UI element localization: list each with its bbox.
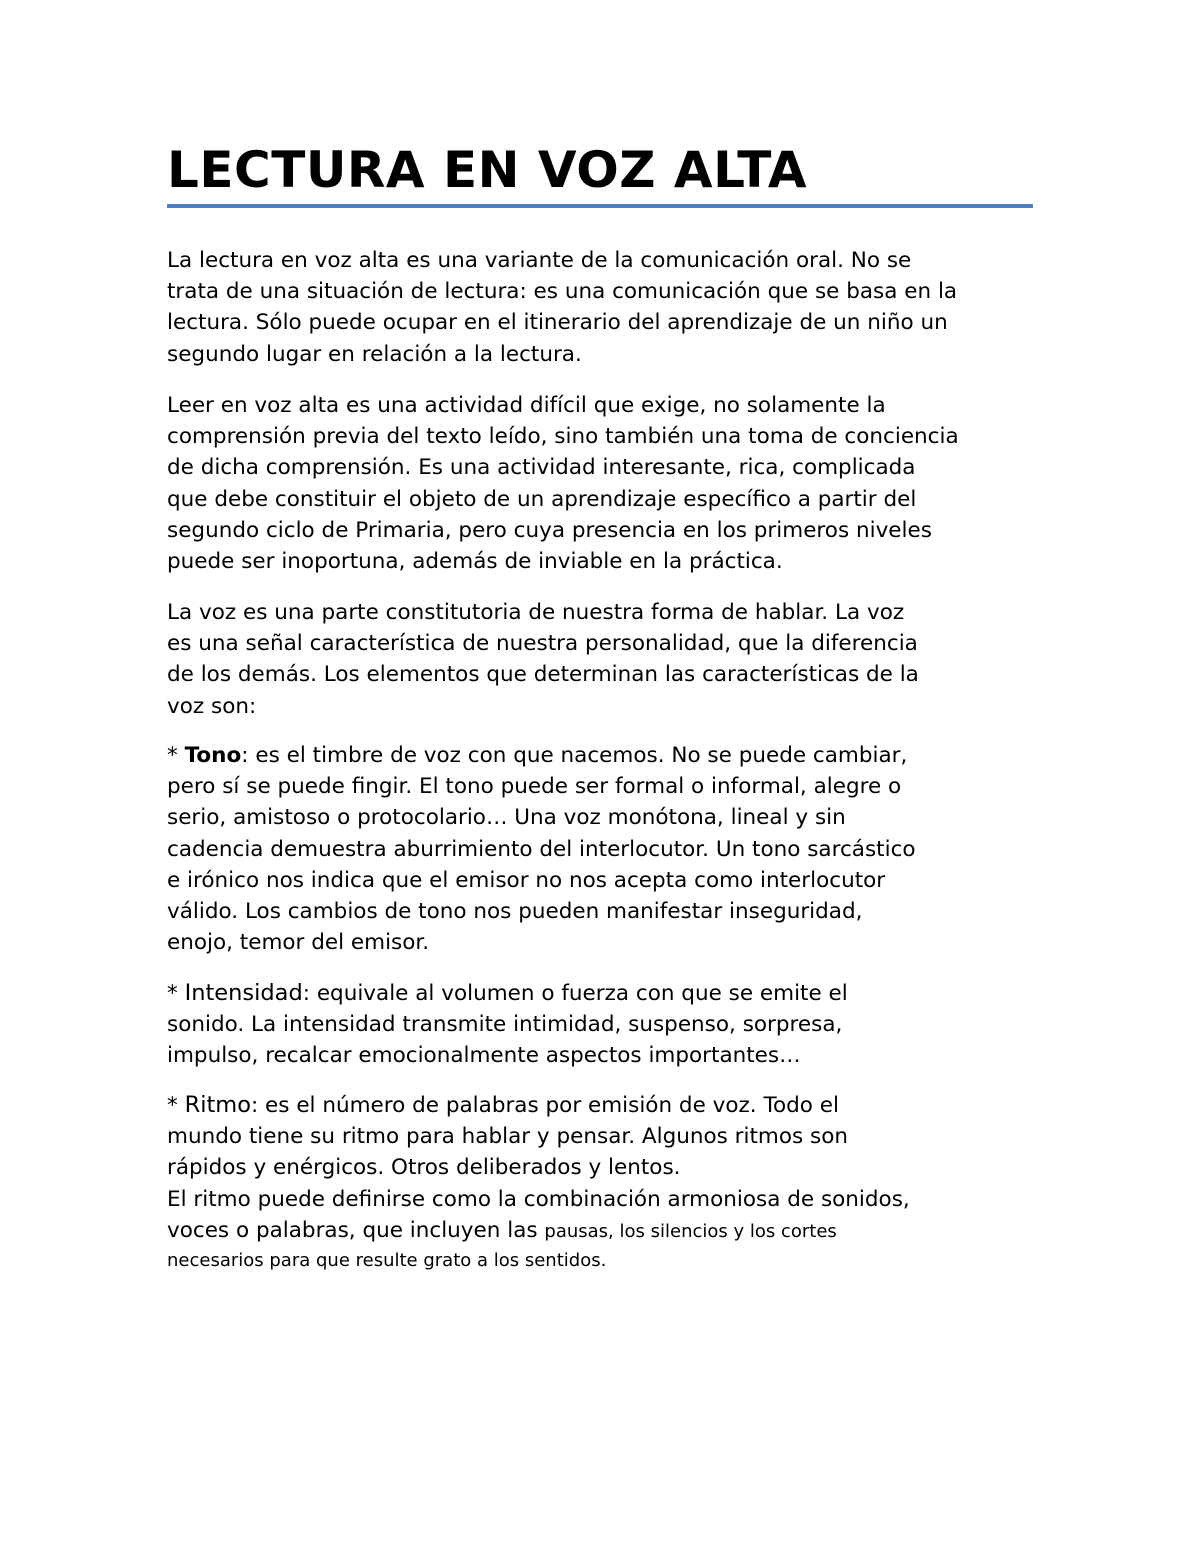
- paragraph-line: voz son:: [167, 693, 257, 719]
- paragraph-voice: [167, 597, 1047, 722]
- paragraph-line: puede ser inoportuna, además de inviable en la práctica.: [167, 549, 783, 575]
- section-tono: [167, 740, 1047, 958]
- paragraph-line: trata de una situación de lectura: es una comunicación que se basa en la: [167, 279, 958, 305]
- tono-first-line-text: : es el timbre de voz con que nacemos. No se puede cambiar,: [241, 743, 908, 768]
- ritmo-first-line-text: : es el número de palabras por emisión de voz. Todo el: [250, 1093, 839, 1118]
- section-intensidad: [167, 978, 1047, 1072]
- document-title: LECTURA EN VOZ ALTA: [167, 141, 808, 199]
- paragraph-line: segundo ciclo de Primaria, pero cuya presencia en los primeros niveles: [167, 517, 932, 543]
- paragraph-line: válido. Los cambios de tono nos pueden manifestar inseguridad,: [167, 899, 863, 925]
- intensidad-first-line-text: : equivale al volumen o fuerza con que se emite el: [302, 981, 848, 1006]
- paragraph-line: de los demás. Los elementos que determinan las características de la: [167, 662, 919, 688]
- intensidad-first-line: [167, 978, 1047, 1009]
- paragraph-line: segundo lugar en relación a la lectura.: [167, 341, 582, 367]
- paragraph-line: impulso, recalcar emocionalmente aspectos importantes…: [167, 1043, 801, 1069]
- section-ritmo: [167, 1090, 1047, 1275]
- ritmo-last-line: necesarios para que resulte grato a los sentidos.: [167, 1250, 607, 1272]
- paragraph-line: serio, amistoso o protocolario… Una voz monótona, lineal y sin: [167, 805, 846, 831]
- paragraph-line: La lectura en voz alta es una variante de la comunicación oral. No se: [167, 248, 912, 273]
- paragraph-line: rápidos y enérgicos. Otros deliberados y lentos.: [167, 1155, 681, 1181]
- paragraph-difficulty: [167, 390, 1047, 577]
- paragraph-line: La voz es una parte constitutoria de nuestra forma de hablar. La voz: [167, 600, 905, 625]
- paragraph-line: lectura. Sólo puede ocupar en el itinerario del aprendizaje de un niño un: [167, 310, 948, 336]
- paragraph-line: que debe constituir el objeto de un aprendizaje específico a partir del: [167, 486, 917, 512]
- paragraph-line: comprensión previa del texto leído, sino también una toma de conciencia: [167, 424, 959, 450]
- ritmo-mixed-main-text: voces o palabras, que incluyen las: [167, 1217, 545, 1243]
- paragraph-line: mundo tiene su ritmo para hablar y pensar. Algunos ritmos son: [167, 1124, 849, 1150]
- term-intensidad: Intensidad: [184, 980, 303, 1006]
- tono-first-line: [167, 740, 1047, 771]
- ritmo-first-line: [167, 1090, 1047, 1121]
- paragraph-line: es una señal característica de nuestra personalidad, que la diferencia: [167, 631, 918, 657]
- paragraph-line: pero sí se puede fingir. El tono puede ser formal o informal, alegre o: [167, 774, 902, 800]
- paragraph-line: El ritmo puede definirse como la combinación armoniosa de sonidos,: [167, 1186, 910, 1212]
- bullet-prefix: *: [167, 981, 185, 1006]
- title-underline-rule: [167, 204, 1033, 208]
- paragraph-line: e irónico nos indica que el emisor no nos acepta como interlocutor: [167, 867, 886, 893]
- paragraph-line: de dicha comprensión. Es una actividad interesante, rica, complicada: [167, 455, 916, 481]
- term-ritmo: Ritmo: [184, 1092, 251, 1118]
- bullet-prefix: *: [167, 743, 185, 768]
- ritmo-mixed-small-text: pausas, los silencios y los cortes: [544, 1220, 837, 1242]
- paragraph-intro: [167, 245, 1047, 370]
- bullet-prefix: *: [167, 1093, 185, 1118]
- paragraph-line: cadencia demuestra aburrimiento del interlocutor. Un tono sarcástico: [167, 836, 916, 862]
- paragraph-line: sonido. La intensidad transmite intimidad, suspenso, sorpresa,: [167, 1012, 843, 1038]
- term-tono: Tono: [184, 743, 242, 768]
- paragraph-line: enojo, temor del emisor.: [167, 930, 430, 956]
- paragraph-line: Leer en voz alta es una actividad difícil que exige, no solamente la: [167, 393, 886, 418]
- ritmo-mixed-line: [167, 1215, 1047, 1247]
